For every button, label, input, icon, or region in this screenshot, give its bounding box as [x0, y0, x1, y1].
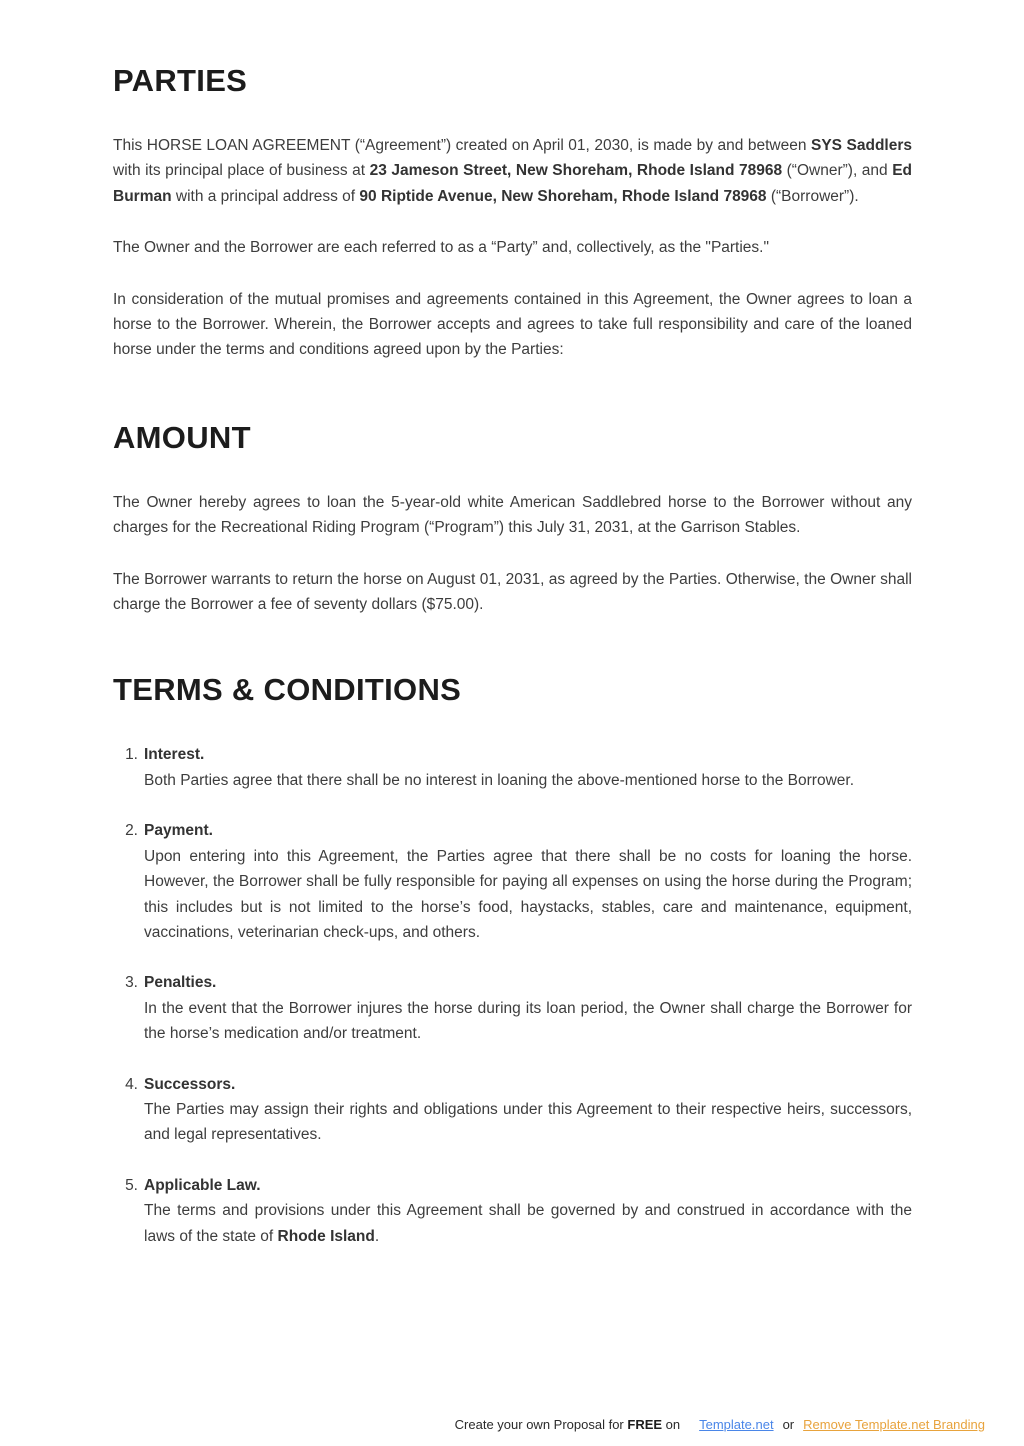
terms-item-number: 5.: [125, 1176, 138, 1194]
page-footer: [455, 1416, 985, 1433]
amount-return-paragraph: The Borrower warrants to return the horse on August 01, 2031, as agreed by the Parties. Otherwise, the Owner shall charge the Borrower a fee of seventy dollars ($75.00).: [113, 570, 912, 614]
amount-loan-paragraph: The Owner hereby agrees to loan the 5-year-old white American Saddlebred horse to the Borrower without any charges for the Recreational Riding Program (“Program”) this July 31, 2031, at the Garrison Stables.: [113, 493, 912, 537]
amount-heading: AMOUNT: [113, 419, 251, 455]
section-parties: [113, 62, 912, 363]
terms-item-applicable-law: [113, 1173, 912, 1249]
terms-item-body: Both Parties agree that there shall be no interest in loaning the above-mentioned horse to the Borrower.: [144, 771, 854, 789]
parties-definition-paragraph: The Owner and the Borrower are each referred to as a “Party” and, collectively, as the "Parties.": [113, 239, 769, 257]
section-terms: [113, 671, 912, 1249]
terms-item-body: Upon entering into this Agreement, the Parties agree that there shall be no costs for loaning the horse. However, the Borrower shall be fully responsible for paying all expenses on using the horse during the Program; this includes but is not limited to the horse’s food, haystacks, stables, care and maintenance, equipment, vaccinations, veterinarian check-ups, and others.: [144, 847, 912, 941]
footer-text: Create your own Proposal for FREE on: [454, 1417, 681, 1432]
terms-item-title: Payment.: [144, 822, 213, 840]
terms-item-content: [144, 1173, 912, 1249]
terms-item-content: [144, 1072, 912, 1148]
terms-item-number: 2.: [125, 822, 138, 840]
terms-item-body: The terms and provisions under this Agreement shall be governed by and construed in accordance with the laws of the state of Rhode Island.: [144, 1202, 912, 1245]
parties-heading: PARTIES: [113, 63, 248, 98]
remove-branding-link[interactable]: Remove Template.net Branding: [803, 1417, 985, 1432]
terms-heading: TERMS & CONDITIONS: [113, 672, 462, 708]
terms-item-body: The Parties may assign their rights and obligations under this Agreement to their respective heirs, successors, and legal representatives.: [144, 1100, 912, 1144]
section-amount: [113, 419, 912, 618]
terms-item-title: Interest.: [144, 746, 205, 764]
terms-item-content: [144, 970, 912, 1046]
terms-item-number: 1.: [125, 746, 138, 764]
terms-item-number: 3.: [125, 974, 138, 992]
terms-list: [113, 742, 912, 1249]
terms-item-title: Penalties.: [144, 974, 217, 992]
terms-item-penalties: [113, 970, 912, 1046]
terms-item-number: 4.: [125, 1075, 138, 1093]
terms-item-title: Applicable Law.: [144, 1176, 261, 1194]
terms-item-payment: [113, 818, 912, 945]
terms-item-title: Successors.: [144, 1075, 236, 1093]
template-net-link[interactable]: Template.net: [699, 1417, 774, 1432]
parties-consideration-paragraph: In consideration of the mutual promises and agreements contained in this Agreement, the Owner agrees to loan a horse to the Borrower. Wherein, the Borrower accepts and agrees to take full responsibility and care of the loaned horse under the terms and conditions agreed upon by the Parties:: [113, 290, 912, 359]
terms-item-interest: [113, 742, 912, 793]
terms-item-content: [144, 818, 912, 945]
parties-intro-paragraph: This HORSE LOAN AGREEMENT (“Agreement”) created on April 01, 2030, is made by and between SYS Saddlers with its principal place of business at 23 Jameson Street, New Shoreham, Rhode Island 78968 (“Owner”), and Ed Burman with a principal address of 90 Riptide Avenue, New Shoreham, Rhode Island 78968 (“Borrower”).: [113, 137, 912, 205]
terms-item-content: [144, 742, 912, 793]
terms-item-successors: [113, 1072, 912, 1148]
terms-item-body: In the event that the Borrower injures the horse during its loan period, the Owner shall charge the Borrower for the horse’s medication and/or treatment.: [144, 999, 912, 1043]
footer-or-label: or: [782, 1417, 795, 1432]
